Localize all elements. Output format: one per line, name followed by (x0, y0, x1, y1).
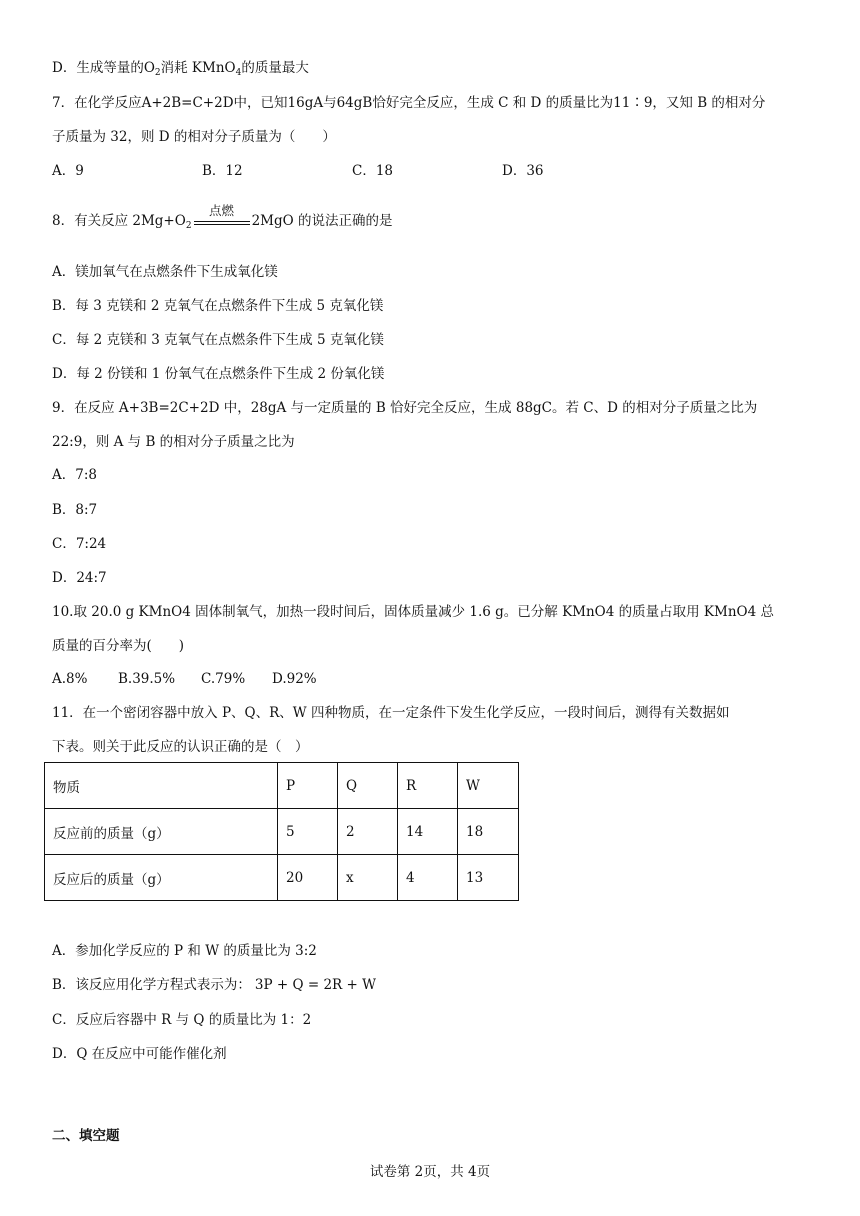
q10-stem-line1: 10.取 20.0 g KMnO4 固体制氧气，加热一段时间后，固体质量减少 1.6 g。已分解 KMnO4 的质量占取用 KMnO4 总 (52, 604, 774, 620)
table-cell: 反应前的质量（g） (45, 809, 278, 855)
q6-option-d-post: 的质量最大 (241, 60, 309, 76)
table-header-row (45, 763, 519, 809)
page-footer: 试卷第 2页，共 4页 (369, 1164, 491, 1180)
q9-option-c[interactable]: C．7:24 (52, 536, 107, 552)
table-cell: 14 (398, 809, 458, 855)
q11-option-b[interactable] (52, 975, 376, 995)
q6-option-d-pre: D．生成等量的 (52, 60, 144, 76)
table-cell: x (338, 855, 398, 901)
kmno4-subscript: 4 (235, 68, 242, 78)
table-cell: 2 (338, 809, 398, 855)
q10-stem-line2: 质量的百分率为( ) (52, 638, 185, 654)
table-cell: 5 (278, 809, 338, 855)
table-row (45, 855, 519, 901)
table-header-cell: W (458, 763, 519, 809)
q8-option-d[interactable]: D．每 2 份镁和 1 份氧气在点燃条件下生成 2 份氧化镁 (52, 366, 385, 382)
data-table (44, 762, 519, 901)
q9-option-b[interactable]: B．8:7 (52, 502, 98, 518)
q6-option-d-mid: 消耗 KMnO (160, 60, 236, 76)
o2-formula: $O_2$ (143, 60, 161, 78)
q8-option-c[interactable]: C．每 2 克镁和 3 克氧气在点燃条件下生成 5 克氧化镁 (52, 332, 384, 348)
table-cell: 20 (278, 855, 338, 901)
q7-option-c[interactable]: C．18 (352, 163, 394, 179)
table-cell: 反应后的质量（g） (45, 855, 278, 901)
q8-option-b[interactable]: B．每 3 克镁和 2 克氧气在点燃条件下生成 5 克氧化镁 (52, 298, 384, 314)
q7-option-a[interactable]: A．9 (52, 163, 84, 179)
q10-options (52, 669, 317, 689)
q7-stem-line1: 7．在化学反应A+2B=C+2D中，已知16gA与64gB恰好完全反应，生成 C 和 D 的质量比为11∶9，又知 B 的相对分 (52, 95, 766, 111)
q11-option-a[interactable]: A．参加化学反应的 P 和 W 的质量比为 3:2 (52, 943, 317, 959)
q6-option-d (52, 58, 309, 83)
q9-option-a[interactable]: A．7:8 (52, 467, 97, 483)
q11-option-b-text: B．该反应用化学方程式表示为： (52, 977, 251, 993)
q9-stem-line1: 9．在反应 A+3B=2C+2D 中，28gA 与一定质量的 B 恰好完全反应，生成 88gC。若 C、D 的相对分子质量之比为 (52, 400, 758, 416)
q8-suffix: 2MgO 的说法正确的是 (251, 213, 393, 229)
q10-option-c[interactable]: C.79% (201, 671, 246, 687)
section-title: 二、填空题 (52, 1128, 120, 1144)
table-row (45, 809, 519, 855)
table-cell: 18 (458, 809, 519, 855)
table-cell: 4 (398, 855, 458, 901)
q8-o2-subscript: 2 (185, 221, 192, 231)
q7-option-b[interactable]: B．12 (202, 163, 243, 179)
table-header-cell: R (398, 763, 458, 809)
q7-stem-line2: 子质量为 32，则 D 的相对分子质量为（ ） (52, 129, 336, 145)
q11-option-b-equation: 3P + Q = 2R + W (254, 977, 376, 993)
q11-option-d[interactable]: D．Q 在反应中可能作催化剂 (52, 1046, 227, 1062)
reaction-condition-arrow (194, 202, 250, 232)
reaction-condition-label: 点燃 (209, 202, 235, 218)
q10-option-a[interactable]: A.8% (52, 671, 88, 687)
q8-stem (52, 202, 393, 236)
table-cell: 13 (458, 855, 519, 901)
q7-options (52, 161, 544, 181)
q11-stem-line2: 下表。则关于此反应的认识正确的是（ ） (52, 739, 309, 755)
table-header-cell: 物质 (45, 763, 278, 809)
table-header-cell: P (278, 763, 338, 809)
q8-option-a[interactable]: A．镁加氧气在点燃条件下生成氧化镁 (52, 264, 278, 280)
q9-stem-line2: 22:9，则 A 与 B 的相对分子质量之比为 (52, 434, 295, 450)
q9-option-d[interactable]: D．24:7 (52, 570, 107, 586)
q10-option-d[interactable]: D.92% (272, 671, 317, 687)
q8-prefix: 8．有关反应 2Mg+O (52, 213, 186, 229)
q10-option-b[interactable]: B.39.5% (118, 671, 176, 687)
table-header-cell: Q (338, 763, 398, 809)
q11-option-c[interactable]: C．反应后容器中 R 与 Q 的质量比为 1：2 (52, 1012, 312, 1028)
q11-stem-line1: 11．在一个密闭容器中放入 P、Q、R、W 四种物质，在一定条件下发生化学反应，一段时间后，测得有关数据如 (52, 705, 730, 721)
q7-option-d[interactable]: D．36 (502, 163, 544, 179)
